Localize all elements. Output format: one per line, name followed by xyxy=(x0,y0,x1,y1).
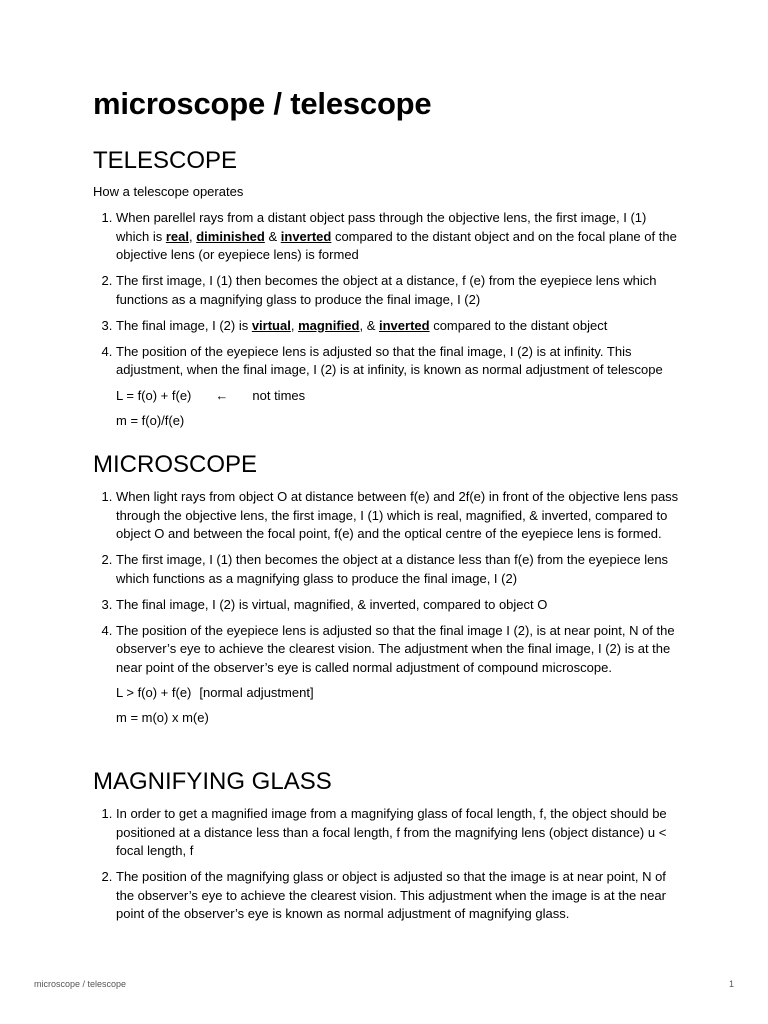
telescope-length-equation: L = f(o) + f(e) xyxy=(116,387,192,403)
microscope-heading: MICROSCOPE xyxy=(93,451,258,478)
telescope-step-4-text: 4. The position of the eyepiece lens is adjusted so that the final image, I (2) is at infinity. This adjustment, when the final image, I (2) is at infinity, is known as normal adjustment of telescope xyxy=(116,343,663,377)
keyword-inverted-final: inverted xyxy=(379,317,430,333)
telescope-formula-note: not times xyxy=(252,387,306,403)
telescope-step-3-text-a: The final image, I (2) is xyxy=(116,317,252,333)
magnifying-glass-step-2: 2. The position of the magnifying glass or object is adjusted so that the image is at near point, N of the observer’s eye to achieve the clearest vision. This adjustment when the image is at the near point of the observer’s eye is known as normal adjustment of magnifying glass. xyxy=(116,868,683,924)
keyword-diminished: diminished xyxy=(196,228,265,244)
keyword-real: real xyxy=(165,228,189,244)
microscope-step-4-text: 4. The position of the eyepiece lens is adjusted so that the final image I (2), is at near point, N of the observer’s eye to achieve the clearest vision. The adjustment when the final image, I (2) is at the near point of the observer’s eye is called normal adjustment of compound microscope. xyxy=(116,622,675,675)
telescope-step-1-sep-a: , xyxy=(189,228,197,244)
microscope-step-2: 2. The first image, I (1) then becomes the object at a distance less than f(e) from the eyepiece lens which functions as a magnifying glass to produce the final image, I (2) xyxy=(116,551,683,588)
page-title: microscope / telescope xyxy=(93,86,432,121)
telescope-intro: How a telescope operates xyxy=(93,184,244,199)
telescope-step-4 xyxy=(116,343,683,430)
magnifying-glass-section xyxy=(93,768,683,931)
telescope-step-1-text-a: When parellel rays from a distant object pass through the objective lens, the first image, I (1) which is xyxy=(116,210,647,244)
keyword-virtual: virtual xyxy=(251,317,291,333)
telescope-step-1-sep-b: & xyxy=(264,228,281,244)
telescope-step-1 xyxy=(116,209,683,265)
telescope-length-formula xyxy=(116,387,683,405)
microscope-step-4 xyxy=(116,622,683,728)
microscope-step-1: 1. When light rays from object O at distance between f(e) and 2f(e) in front of the objective lens pass through the objective lens, the first image, I (1) which is real, magnified, & inverted, compared to object O and between the focal point, f(e) and the optical centre of the eyepiece lens is formed. xyxy=(116,488,683,544)
telescope-steps-list xyxy=(93,209,683,430)
microscope-magnification-formula: m = m(o) x m(e) xyxy=(116,710,209,725)
microscope-steps-list xyxy=(93,488,683,727)
telescope-step-3-text-b: compared to the distant object xyxy=(429,317,608,333)
keyword-inverted: inverted xyxy=(280,228,332,244)
footer-title: microscope / telescope xyxy=(34,979,127,989)
keyword-magnified: magnified xyxy=(298,317,360,333)
telescope-heading: TELESCOPE xyxy=(93,147,238,174)
microscope-step-3: 3. The final image, I (2) is virtual, magnified, & inverted, compared to object O xyxy=(116,596,683,615)
microscope-formula-note: [normal adjustment] xyxy=(199,685,314,700)
microscope-length-formula xyxy=(116,684,683,702)
magnifying-glass-steps-list xyxy=(93,805,683,924)
microscope-length-equation: L > f(o) + f(e) xyxy=(116,685,192,700)
magnifying-glass-step-1: 1. In order to get a magnified image from a magnifying glass of focal length, f, the object should be positioned at a distance less than a focal length, f from the magnifying lens (object distance) u < focal length, f xyxy=(116,805,683,861)
telescope-magnification-formula: m = f(o)/f(e) xyxy=(116,412,185,428)
telescope-step-3-sep-b: , & xyxy=(359,317,379,333)
telescope-step-1-text-b: compared to the distant object and on the focal plane of the objective lens (or eyepiece lens) is formed xyxy=(116,228,677,262)
left-arrow-icon: ← xyxy=(215,387,229,403)
telescope-step-2: 2. The first image, I (1) then becomes the object at a distance, f (e) from the eyepiece lens which functions as a magnifying glass to produce the final image, I (2) xyxy=(116,272,683,309)
telescope-step-3-sep-a: , xyxy=(290,317,299,333)
microscope-section xyxy=(93,451,683,735)
telescope-section xyxy=(93,147,683,437)
telescope-step-3 xyxy=(116,317,683,336)
magnifying-glass-heading: MAGNIFYING GLASS xyxy=(93,768,332,795)
footer-page-number: 1 xyxy=(728,979,734,989)
